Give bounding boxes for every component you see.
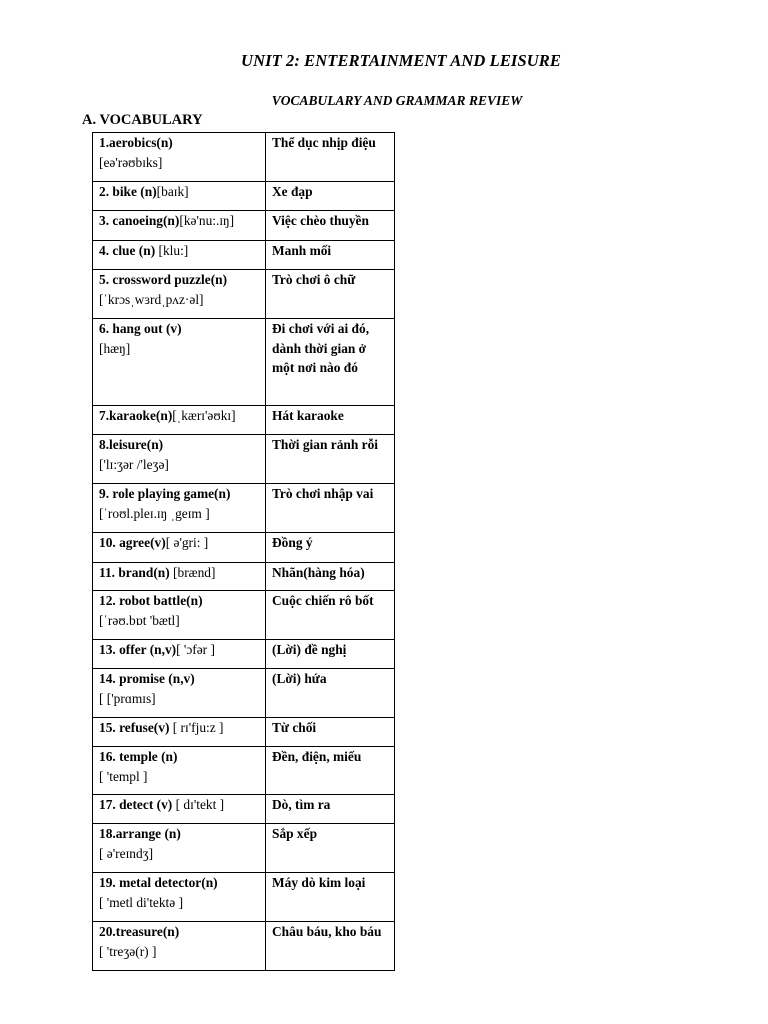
vocab-word: 9. role playing game(n) [99, 486, 231, 501]
vocab-word: 8.leisure(n) [99, 437, 164, 452]
vocab-word: 7.karaoke(n) [99, 408, 173, 423]
table-row [93, 718, 395, 747]
table-row [93, 591, 395, 640]
table-row [93, 640, 395, 669]
table-row [93, 747, 395, 795]
vocab-meaning: Cuộc chiến rô bốt [266, 591, 395, 640]
vocab-meaning: Manh mối [266, 241, 395, 270]
vocab-phonetic: [eə'rəʊbɪks] [99, 154, 163, 170]
vocab-meaning: Đi chơi với ai đó, dành thời gian ở một nơi nào đó [266, 319, 395, 406]
vocab-phonetic: [ˈkrɔsˌwɜrdˌpʌz·əl] [99, 291, 204, 307]
vocab-phonetic: [ 'ɔfər ] [176, 642, 215, 657]
vocab-term-cell [93, 211, 266, 241]
vocab-meaning: Trò chơi ô chữ [266, 270, 395, 319]
vocab-phonetic: [ 'treʒə(r) ] [99, 943, 157, 959]
vocab-meaning: Xe đạp [266, 182, 395, 211]
vocab-meaning: (Lời) đề nghị [266, 640, 395, 669]
vocab-phonetic: [ dɪ'tekt ] [172, 797, 225, 812]
vocab-term-cell [93, 406, 266, 435]
vocab-phonetic: [klu:] [155, 243, 189, 258]
vocab-word: 19. metal detector(n) [99, 875, 218, 890]
vocab-word: 12. robot battle(n) [99, 593, 203, 608]
table-row [93, 873, 395, 922]
vocab-term-cell [93, 133, 266, 182]
vocab-term-cell [93, 795, 266, 824]
vocab-term-cell [93, 873, 266, 922]
vocab-phonetic: [kə'nu:.ɪŋ] [179, 213, 235, 228]
vocabulary-table [92, 132, 395, 971]
vocab-meaning: Nhãn(hàng hóa) [266, 563, 395, 591]
table-row [93, 824, 395, 873]
vocab-meaning: Sắp xếp [266, 824, 395, 873]
vocab-word: 20.treasure(n) [99, 924, 180, 939]
vocab-word: 16. temple (n) [99, 749, 178, 764]
vocab-term-cell [93, 591, 266, 640]
vocab-meaning: Từ chối [266, 718, 395, 747]
table-row [93, 319, 395, 406]
page-subtitle: VOCABULARY AND GRAMMAR REVIEW [271, 93, 523, 108]
vocab-meaning: Đền, điện, miếu [266, 747, 395, 795]
vocab-term-cell [93, 533, 266, 563]
vocab-word: 4. clue (n) [99, 243, 156, 258]
vocab-word: 18.arrange (n) [99, 826, 181, 841]
vocab-meaning: Thời gian rảnh rỗi [266, 435, 395, 484]
vocab-term-cell [93, 435, 266, 484]
vocab-meaning: Việc chèo thuyền [266, 211, 395, 241]
page-title: UNIT 2: ENTERTAINMENT AND LEISURE [241, 51, 561, 70]
vocab-phonetic: [baɪk] [156, 184, 189, 199]
vocab-term-cell [93, 484, 266, 533]
vocab-term-cell [93, 718, 266, 747]
section-heading: A. VOCABULARY [82, 112, 203, 128]
vocab-meaning: Hát karaoke [266, 406, 395, 435]
vocab-meaning: (Lời) hứa [266, 669, 395, 718]
vocab-phonetic: [ rɪ'fju:z ] [169, 720, 224, 735]
vocab-phonetic: [ ə'gri: ] [165, 535, 209, 550]
vocab-word: 14. promise (n,v) [99, 671, 195, 686]
vocab-meaning: Dò, tìm ra [266, 795, 395, 824]
vocab-phonetic: [ˈrəʊ.bɒt 'bætl] [99, 612, 180, 628]
vocab-meaning: Thể dục nhịp điệu [266, 133, 395, 182]
vocab-term-cell [93, 319, 266, 406]
vocab-term-cell [93, 640, 266, 669]
vocab-word: 13. offer (n,v) [99, 642, 177, 657]
vocab-term-cell [93, 182, 266, 211]
vocab-word: 6. hang out (v) [99, 321, 182, 336]
vocab-word: 5. crossword puzzle(n) [99, 272, 228, 287]
table-row [93, 406, 395, 435]
vocab-word: 10. agree(v) [99, 535, 166, 550]
table-row [93, 563, 395, 591]
vocab-word: 11. brand(n) [99, 565, 170, 580]
vocab-term-cell [93, 922, 266, 971]
vocab-term-cell [93, 563, 266, 591]
vocabulary-table-body [93, 133, 395, 971]
vocab-word: 3. canoeing(n) [99, 213, 180, 228]
table-row [93, 133, 395, 182]
vocab-term-cell [93, 747, 266, 795]
vocab-meaning: Đồng ý [266, 533, 395, 563]
vocab-phonetic: ['lɪ:ʒər /'leʒə] [99, 456, 169, 472]
table-row [93, 435, 395, 484]
vocab-word: 1.aerobics(n) [99, 135, 173, 150]
table-row [93, 182, 395, 211]
vocab-word: 2. bike (n) [99, 184, 157, 199]
vocab-phonetic: [brænd] [169, 565, 216, 580]
table-row [93, 211, 395, 241]
vocab-phonetic: [hæŋ] [99, 340, 131, 356]
vocab-term-cell [93, 270, 266, 319]
table-row [93, 270, 395, 319]
vocab-phonetic: [ 'templ ] [99, 768, 148, 784]
vocab-phonetic: [ˌkærɪ'əʊkɪ] [172, 408, 236, 423]
table-row [93, 533, 395, 563]
table-row [93, 922, 395, 971]
table-row [93, 484, 395, 533]
table-row [93, 669, 395, 718]
vocab-meaning: Châu báu, kho báu [266, 922, 395, 971]
vocab-phonetic: [ ə'reɪndʒ] [99, 845, 154, 861]
vocab-term-cell [93, 669, 266, 718]
vocab-meaning: Trò chơi nhập vai [266, 484, 395, 533]
vocab-word: 17. detect (v) [99, 797, 173, 812]
vocab-phonetic: [ ['prɑmɪs] [99, 690, 156, 706]
vocab-term-cell [93, 241, 266, 270]
vocab-term-cell [93, 824, 266, 873]
vocab-word: 15. refuse(v) [99, 720, 170, 735]
table-row [93, 795, 395, 824]
vocab-phonetic: [ 'metl di'tektə ] [99, 894, 184, 910]
vocab-meaning: Máy dò kim loại [266, 873, 395, 922]
table-row [93, 241, 395, 270]
vocab-phonetic: [ˈroʊl.pleɪ.ɪŋ ˌgeɪm ] [99, 505, 210, 521]
